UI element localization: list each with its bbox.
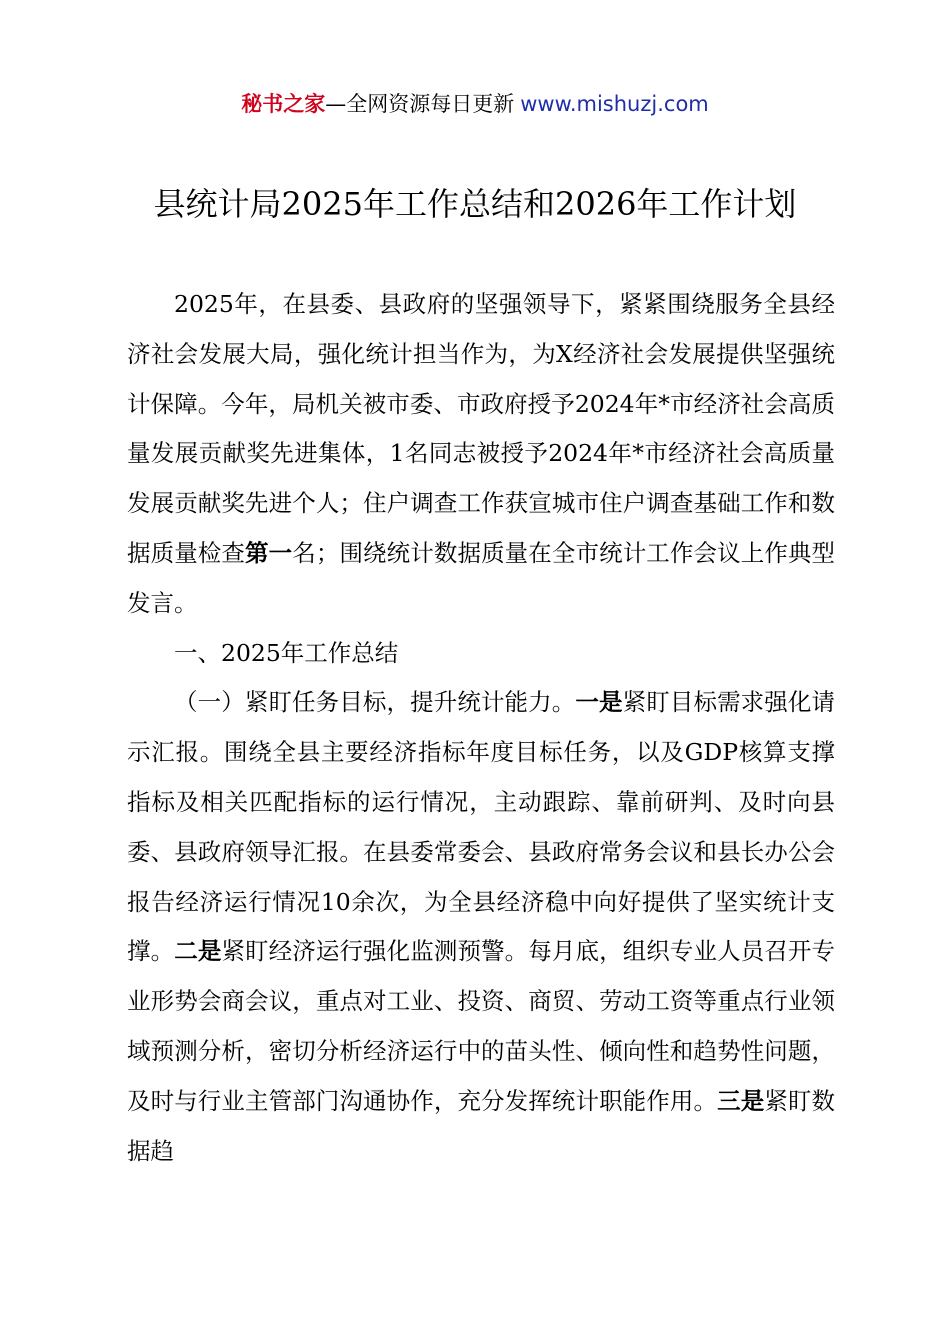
subsection-heading: （一）紧盯任务目标，提升统计能力。 <box>174 688 576 717</box>
document-title: 县统计局2025年工作总结和2026年工作计划 <box>153 185 797 223</box>
site-url-link[interactable]: www.mishuzj.com <box>520 92 709 116</box>
point-text-3: 紧盯数据趋 <box>127 1086 836 1165</box>
site-tagline: 全网资源每日更新 <box>346 92 515 116</box>
point-text-1: 紧盯目标需求强化请示汇报。围绕全县主要经济指标年度目标任务，以及GDP核算支撑指标及相关匹配指标的运行情况，主动跟踪、靠前研判、及时向县委、县政府领导汇报。在县委常委会、县政府常务会议和县长办公会报告经济运行情况10余次，为全县经济稳中向好提供了坚实统计支撑。 <box>127 688 836 966</box>
point-text-2: 紧盯经济运行强化监测预警。每月底，组织专业人员召开专业形势会商会议，重点对工业、投资、商贸、劳动工资等重点行业领域预测分析，密切分析经济运行中的苗头性、倾向性和趋势性问题，及时与行业主管部门沟通协作，充分发挥统计职能作用。 <box>127 937 836 1115</box>
intro-text: 2025年，在县委、县政府的坚强领导下，紧紧围绕服务全县经济社会发展大局，强化统计担当作为，为X经济社会发展提供坚强统计保障。今年，局机关被市委、市政府授予2024年*市经济社会高质量发展贡献奖先进集体，1名同志被授予2024年*市经济社会高质量发展贡献奖先进个人；住户调查工作获宣城市住户调查基础工作和数据质量检查 <box>127 290 835 567</box>
subsection-paragraph <box>127 678 835 1176</box>
site-brand: 秘书之家 <box>241 92 326 116</box>
point-label-3: 三是 <box>717 1086 765 1115</box>
header-dash: — <box>325 92 347 116</box>
site-header <box>0 88 950 120</box>
point-label-1: 一是 <box>575 688 623 717</box>
document-body <box>127 280 835 1176</box>
point-label-2: 二是 <box>174 937 222 966</box>
intro-bold-text: 第一 <box>245 538 293 567</box>
intro-tail-text: 名；围绕统计数据质量在全市统计工作会议上作典型发言。 <box>127 538 836 617</box>
intro-paragraph <box>127 280 835 629</box>
section-heading: 一、2025年工作总结 <box>174 638 399 667</box>
